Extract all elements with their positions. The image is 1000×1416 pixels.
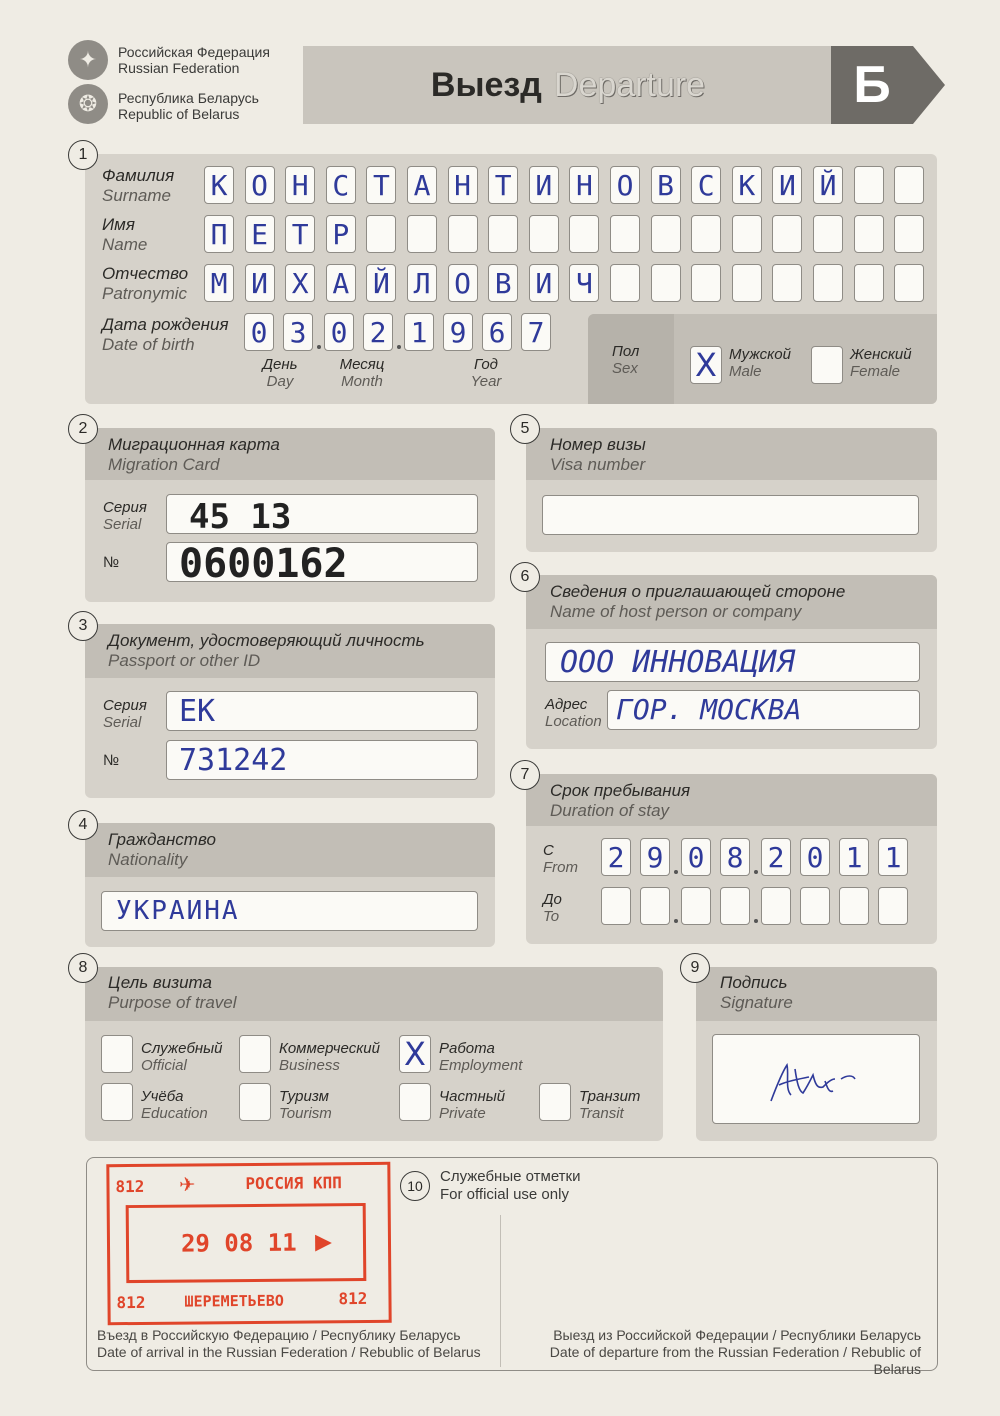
to-date-cell[interactable] <box>640 887 670 925</box>
purpose-private-en: Private <box>439 1105 486 1122</box>
year-en: Year <box>470 373 502 390</box>
section-number: 9 <box>680 953 710 983</box>
from-ru: С <box>543 842 554 859</box>
purpose-education-checkbox[interactable] <box>101 1083 133 1121</box>
to-date-cell[interactable] <box>761 887 791 925</box>
mc-serial-ru: Серия <box>103 499 147 516</box>
female-checkbox[interactable] <box>811 346 843 384</box>
to-ru: До <box>543 891 562 908</box>
address-label <box>545 696 602 730</box>
border-control-stamp <box>106 1162 391 1325</box>
year-ru: Год <box>474 356 498 373</box>
host-title <box>550 582 845 622</box>
section-number: 3 <box>68 611 98 641</box>
name-letter-cell[interactable] <box>366 215 396 253</box>
section-number: 2 <box>68 414 98 444</box>
name-letter-cell[interactable]: Т <box>285 215 315 253</box>
section-number: 10 <box>400 1171 430 1201</box>
to-label <box>543 891 562 925</box>
name-letter-cell[interactable] <box>894 215 924 253</box>
from-label <box>543 842 578 876</box>
country2-label <box>118 90 259 122</box>
name-letter-cell[interactable] <box>529 215 559 253</box>
id-serial-field[interactable] <box>166 691 478 731</box>
female-ru: Женский <box>850 346 912 363</box>
section-number: 6 <box>510 562 540 592</box>
from-date-cell[interactable]: 8 <box>720 838 750 876</box>
purpose-ru: Цель визита <box>108 973 212 992</box>
title-ru: Выезд <box>430 65 542 104</box>
address-en: Location <box>545 713 602 730</box>
male-checkbox[interactable]: X <box>690 346 722 384</box>
stamp-code-bottom-left: 812 <box>116 1292 146 1313</box>
mc-number-field[interactable] <box>166 541 478 587</box>
belarus-emblem-icon: ❂ <box>68 84 108 124</box>
signature-en: Signature <box>720 993 793 1012</box>
female-en: Female <box>850 363 901 380</box>
section-number: 4 <box>68 810 98 840</box>
purpose-business-label <box>279 1040 380 1074</box>
to-date-cell[interactable] <box>839 887 869 925</box>
section-number: 1 <box>68 140 98 170</box>
purpose-education-en: Education <box>141 1105 208 1122</box>
name-letter-cell[interactable] <box>772 215 802 253</box>
dob-digit-cell[interactable]: 9 <box>443 313 473 351</box>
nationality-title <box>108 830 216 870</box>
patronymic-letter-cell[interactable] <box>732 264 762 302</box>
address-value: ГОР. МОСКВА <box>616 693 802 726</box>
duration-en: Duration of stay <box>550 801 670 820</box>
name-letter-cell[interactable] <box>732 215 762 253</box>
duration-title <box>550 781 690 821</box>
patronymic-letter-cell[interactable]: Л <box>407 264 437 302</box>
surname-letter-cell[interactable]: Й <box>813 166 843 204</box>
purpose-title <box>108 973 237 1013</box>
purpose-private-label <box>439 1088 505 1122</box>
migration-card-ru: Миграционная карта <box>108 435 280 454</box>
surname-ru: Фамилия <box>102 166 175 185</box>
name-letter-cell[interactable] <box>651 215 681 253</box>
sex-en: Sex <box>612 360 638 377</box>
departure-date-label <box>512 1327 921 1378</box>
surname-letter-cell[interactable]: В <box>651 166 681 204</box>
purpose-transit-label <box>579 1088 640 1122</box>
id-serial-label <box>103 697 147 731</box>
form-letter: Б <box>831 46 913 124</box>
id-number-field[interactable] <box>166 740 478 780</box>
arrival-date-label <box>97 1327 481 1361</box>
month-ru: Месяц <box>339 356 385 373</box>
country2-ru: Республика Беларусь <box>118 90 259 106</box>
to-date-cell[interactable] <box>681 887 711 925</box>
from-en: From <box>543 859 578 876</box>
surname-letter-cell[interactable]: Т <box>488 166 518 204</box>
patronymic-letter-cell[interactable]: Х <box>285 264 315 302</box>
surname-letter-cell[interactable]: О <box>245 166 275 204</box>
patronymic-letter-cell[interactable]: И <box>245 264 275 302</box>
host-ru: Сведения о приглашающей стороне <box>550 582 846 601</box>
purpose-transit-ru: Транзит <box>579 1088 641 1105</box>
mc-number-label: № <box>103 554 120 571</box>
id-number-label: № <box>103 752 120 769</box>
surname-letter-cell[interactable]: Т <box>366 166 396 204</box>
patronymic-letter-cell[interactable] <box>691 264 721 302</box>
stamp-code-bottom-right: 812 <box>338 1288 368 1309</box>
day-ru: День <box>262 356 298 373</box>
sex-label <box>612 343 639 377</box>
surname-letter-cell[interactable]: К <box>732 166 762 204</box>
host-name-value: ООО ИННОВАЦИЯ <box>560 645 795 680</box>
female-label <box>850 346 912 380</box>
arrival-en: Date of arrival in the Russian Federation / Rebublic of Belarus <box>97 1344 481 1360</box>
section-number: 5 <box>510 414 540 444</box>
purpose-education-ru: Учёба <box>141 1088 184 1105</box>
signature-title <box>720 973 793 1013</box>
arrow-right-icon <box>913 46 945 124</box>
patronymic-letter-cell[interactable]: Й <box>366 264 396 302</box>
country2-en: Republic of Belarus <box>118 106 240 122</box>
play-arrow-icon: ▶ <box>314 1224 332 1258</box>
date-separator <box>754 870 758 874</box>
dob-ru: Дата рождения <box>102 315 229 334</box>
sex-ru: Пол <box>612 343 640 360</box>
patronymic-letter-cell[interactable] <box>854 264 884 302</box>
patronymic-letter-cell[interactable] <box>813 264 843 302</box>
name-letter-cell[interactable]: П <box>204 215 234 253</box>
mc-serial-field[interactable] <box>166 494 478 537</box>
name-letter-cell[interactable] <box>488 215 518 253</box>
surname-letter-cell[interactable]: Н <box>569 166 599 204</box>
purpose-official-en: Official <box>141 1057 187 1074</box>
name-letter-cell[interactable] <box>813 215 843 253</box>
title-en: Departure <box>553 65 706 104</box>
patronymic-ru: Отчество <box>102 264 189 283</box>
dob-digit-cell[interactable]: 1 <box>404 313 434 351</box>
day-label <box>258 356 302 390</box>
nationality-value: УКРАИНА <box>116 896 240 926</box>
visa-number-ru: Номер визы <box>550 435 646 454</box>
name-letter-cell[interactable]: Р <box>326 215 356 253</box>
signature-ru: Подпись <box>720 973 788 992</box>
purpose-official-ru: Служебный <box>141 1040 223 1057</box>
purpose-employment-label <box>439 1040 522 1074</box>
stamp-date: 29 08 11 <box>180 1228 297 1258</box>
surname-letter-cell[interactable]: С <box>326 166 356 204</box>
from-date-cell[interactable]: 2 <box>601 838 631 876</box>
name-letter-cell[interactable] <box>407 215 437 253</box>
name-en: Name <box>102 235 148 254</box>
host-name-field[interactable] <box>545 642 920 682</box>
signature-field[interactable] <box>712 1034 920 1124</box>
to-date-cell[interactable] <box>720 887 750 925</box>
mc-number-value: 0600162 <box>179 541 348 587</box>
from-date-cell[interactable]: 9 <box>640 838 670 876</box>
official-use-divider <box>500 1215 501 1367</box>
surname-letter-cell[interactable]: С <box>691 166 721 204</box>
stamp-inner-frame <box>126 1203 367 1283</box>
duration-ru: Срок пребывания <box>550 781 691 800</box>
surname-letter-cell[interactable]: О <box>610 166 640 204</box>
address-ru: Адрес <box>545 696 588 713</box>
surname-letter-cell[interactable]: К <box>204 166 234 204</box>
purpose-official-checkbox[interactable] <box>101 1035 133 1073</box>
surname-letter-cell[interactable]: И <box>772 166 802 204</box>
name-letter-cell[interactable]: Е <box>245 215 275 253</box>
visa-number-title <box>550 435 646 475</box>
name-letter-cell[interactable] <box>854 215 884 253</box>
month-en: Month <box>341 373 383 390</box>
stamp-airport: ШЕРЕМЕТЬЕВО <box>184 1291 284 1311</box>
date-separator <box>754 919 758 923</box>
section-number: 7 <box>510 760 540 790</box>
patronymic-letter-cell[interactable]: М <box>204 264 234 302</box>
migration-card-title <box>108 435 280 475</box>
purpose-employment-en: Employment <box>439 1057 523 1074</box>
purpose-tourism-label <box>279 1088 332 1122</box>
address-field[interactable] <box>607 690 920 730</box>
nationality-en: Nationality <box>108 850 188 869</box>
visa-number-en: Visa number <box>550 455 646 474</box>
month-label <box>336 356 388 390</box>
to-date-cell[interactable] <box>601 887 631 925</box>
from-date-cell[interactable]: 2 <box>761 838 791 876</box>
surname-letter-cell[interactable]: И <box>529 166 559 204</box>
male-en: Male <box>729 363 762 380</box>
name-letter-cell[interactable] <box>569 215 599 253</box>
purpose-employment-checkbox[interactable]: X <box>399 1035 431 1073</box>
date-separator <box>674 919 678 923</box>
plane-icon: ✈ <box>179 1168 196 1199</box>
purpose-official-label <box>141 1040 223 1074</box>
patronymic-label <box>102 264 188 304</box>
departure-ru: Выезд из Российской Федерации / Республики Беларусь <box>553 1327 921 1343</box>
official-use-ru: Служебные отметки <box>440 1168 581 1185</box>
purpose-employment-ru: Работа <box>439 1040 495 1057</box>
id-document-en: Passport or other ID <box>108 651 261 670</box>
host-en: Name of host person or company <box>550 602 802 621</box>
name-letter-cell[interactable] <box>448 215 478 253</box>
purpose-business-en: Business <box>279 1057 340 1074</box>
departure-en: Date of departure from the Russian Federation / Rebublic of Belarus <box>549 1344 921 1377</box>
stamp-code-top: 812 <box>115 1176 145 1197</box>
surname-letter-cell[interactable]: Н <box>285 166 315 204</box>
name-letter-cell[interactable] <box>691 215 721 253</box>
dob-digit-cell[interactable]: 0 <box>244 313 274 351</box>
id-serial-ru: Серия <box>103 697 147 714</box>
patronymic-letter-cell[interactable]: О <box>448 264 478 302</box>
dob-en: Date of birth <box>102 335 195 354</box>
name-label <box>102 215 147 255</box>
name-ru: Имя <box>102 215 135 234</box>
id-number-value: 731242 <box>179 743 288 778</box>
day-en: Day <box>266 373 294 390</box>
surname-en: Surname <box>102 186 171 205</box>
from-date-cell[interactable]: 1 <box>839 838 869 876</box>
mc-serial-label <box>103 499 147 533</box>
patronymic-letter-cell[interactable] <box>772 264 802 302</box>
dob-label <box>102 315 229 355</box>
purpose-en: Purpose of travel <box>108 993 237 1012</box>
purpose-education-label <box>141 1088 208 1122</box>
from-date-cell[interactable]: 0 <box>800 838 830 876</box>
male-label <box>729 346 791 380</box>
section-number: 8 <box>68 953 98 983</box>
country1-label <box>118 44 270 76</box>
male-ru: Мужской <box>729 346 791 363</box>
name-letter-cell[interactable] <box>610 215 640 253</box>
surname-label <box>102 166 174 206</box>
patronymic-letter-cell[interactable]: В <box>488 264 518 302</box>
patronymic-letter-cell[interactable]: Ч <box>569 264 599 302</box>
date-separator <box>317 345 321 349</box>
surname-letter-cell[interactable]: Н <box>448 166 478 204</box>
year-label <box>464 356 508 390</box>
surname-letter-cell[interactable] <box>894 166 924 204</box>
mc-serial-value: 45 13 <box>189 497 292 537</box>
nationality-field[interactable] <box>101 891 478 931</box>
official-use-en: For official use only <box>440 1186 569 1203</box>
purpose-tourism-ru: Туризм <box>279 1088 329 1105</box>
from-date-cell[interactable]: 1 <box>878 838 908 876</box>
dob-digit-cell[interactable]: 0 <box>324 313 354 351</box>
to-en: To <box>543 908 560 925</box>
official-use-title <box>440 1168 580 1204</box>
id-document-title <box>108 631 425 671</box>
patronymic-letter-cell[interactable] <box>610 264 640 302</box>
nationality-ru: Гражданство <box>108 830 216 849</box>
from-date-cell[interactable]: 0 <box>681 838 711 876</box>
dob-digit-cell[interactable]: 6 <box>482 313 512 351</box>
purpose-transit-en: Transit <box>579 1105 624 1122</box>
dob-digit-cell[interactable]: 3 <box>283 313 313 351</box>
form-title-banner <box>303 46 833 124</box>
to-date-cell[interactable] <box>800 887 830 925</box>
arrival-ru: Въезд в Российскую Федерацию / Республику Беларусь <box>97 1327 461 1343</box>
patronymic-letter-cell[interactable] <box>651 264 681 302</box>
purpose-transit-checkbox[interactable] <box>539 1083 571 1121</box>
migration-card-en: Migration Card <box>108 455 220 474</box>
patronymic-en: Patronymic <box>102 284 188 303</box>
date-separator <box>397 345 401 349</box>
id-document-ru: Документ, удостоверяющий личность <box>108 631 425 650</box>
purpose-business-checkbox[interactable] <box>239 1035 271 1073</box>
patronymic-letter-cell[interactable] <box>894 264 924 302</box>
surname-letter-cell[interactable] <box>854 166 884 204</box>
purpose-private-checkbox[interactable] <box>399 1083 431 1121</box>
id-serial-en: Serial <box>103 714 142 731</box>
stamp-checkpoint: РОССИЯ КПП <box>245 1173 342 1194</box>
visa-number-field[interactable] <box>542 495 919 535</box>
signature-image <box>713 1035 921 1125</box>
purpose-business-ru: Коммерческий <box>279 1040 380 1057</box>
purpose-tourism-en: Tourism <box>279 1105 332 1122</box>
purpose-tourism-checkbox[interactable] <box>239 1083 271 1121</box>
date-separator <box>674 870 678 874</box>
purpose-private-ru: Частный <box>439 1088 506 1105</box>
patronymic-letter-cell[interactable]: И <box>529 264 559 302</box>
country1-ru: Российская Федерация <box>118 44 270 60</box>
patronymic-letter-cell[interactable]: А <box>326 264 356 302</box>
dob-digit-cell[interactable]: 7 <box>521 313 551 351</box>
to-date-cell[interactable] <box>878 887 908 925</box>
mc-serial-en: Serial <box>103 516 142 533</box>
surname-letter-cell[interactable]: А <box>407 166 437 204</box>
country1-en: Russian Federation <box>118 60 240 76</box>
dob-digit-cell[interactable]: 2 <box>363 313 393 351</box>
russia-emblem-icon: ✦ <box>68 40 108 80</box>
id-serial-value: ЕК <box>179 694 216 729</box>
